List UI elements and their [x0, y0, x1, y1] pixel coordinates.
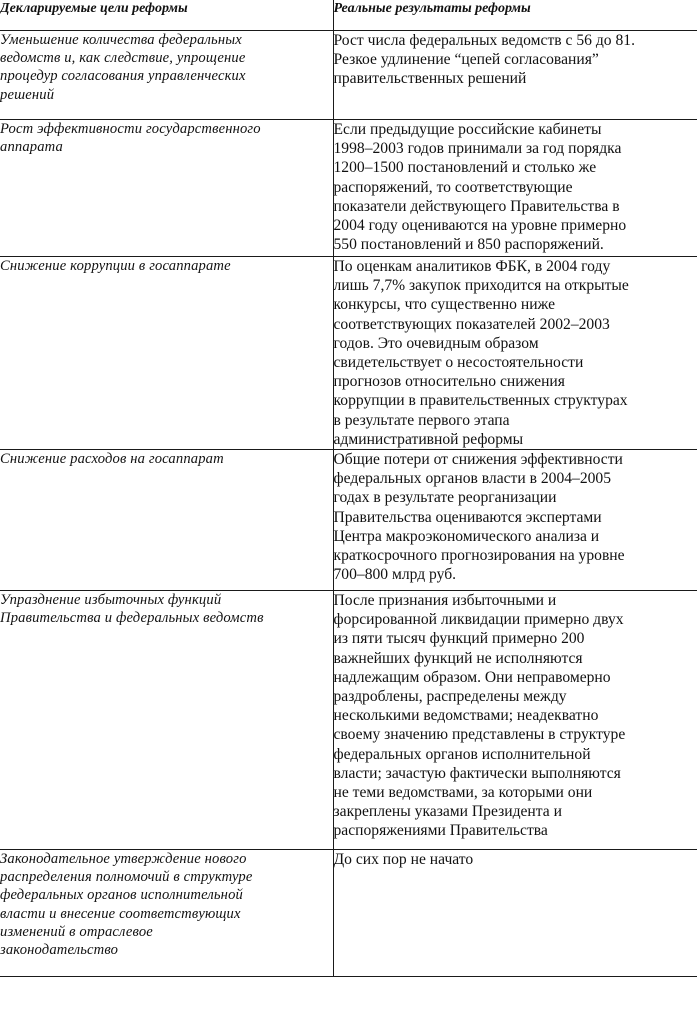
result-text-line: свидетельствует о несостоятельности	[333, 354, 584, 372]
goal-text-line: Рост эффективности государственного	[0, 121, 261, 137]
result-text-line: распоряжений, то соответствующие	[333, 178, 573, 196]
declared-goal-cell	[0, 591, 333, 850]
goal-text-line: федеральных органов исполнительной	[0, 887, 243, 904]
result-text-line: соответствующих показателей 2002–2003	[333, 315, 610, 333]
goal-text-line: Упразднение избыточных функций	[0, 592, 222, 609]
result-text-line: Центра макроэкономического анализа и	[333, 527, 600, 545]
result-text-line: 1200–1500 постановлений и столько же	[333, 159, 597, 177]
declared-goal-cell	[0, 450, 333, 591]
real-result-cell	[333, 257, 697, 450]
table-row	[0, 257, 697, 450]
goal-text-line: Правительства и федеральных ведомств	[0, 610, 264, 627]
goal-text-line: аппарата	[0, 139, 63, 156]
goal-text-line: изменений в отраслевое	[0, 923, 153, 940]
result-text-line: До сих пор не начато	[333, 851, 474, 869]
result-text-line: административной реформы	[333, 430, 524, 448]
result-text-line: 1998–2003 годов принимали за год порядка	[333, 140, 622, 158]
result-text-line: прогнозов относительно снижения	[333, 373, 565, 391]
table-row	[0, 450, 697, 591]
goal-text-line: Снижение коррупции в госаппарате	[0, 258, 231, 274]
result-text-line: правительственных решений	[333, 70, 527, 88]
result-text-line: конкурсы, что существенно ниже	[333, 296, 556, 314]
real-result-cell	[333, 120, 697, 257]
goal-text-line: решений	[0, 86, 55, 103]
result-text-line: федеральных органов власти в 2004–2005	[333, 470, 612, 488]
table-row	[0, 591, 697, 850]
result-text-line: годов. Это очевидным образом	[333, 334, 539, 352]
result-text-line: годах в результате реорганизации	[333, 489, 557, 507]
result-text-line: раздроблены, распределены между	[333, 688, 567, 706]
goal-text-line: ведомств и, как следствие, упрощение	[0, 50, 246, 67]
declared-goal-cell	[0, 31, 333, 120]
goal-text-line: Уменьшение количества федеральных	[0, 32, 242, 48]
result-text-line: После признания избыточными и	[333, 592, 557, 610]
result-text-line: закреплены указами Президента и	[333, 803, 562, 821]
declared-goal-cell	[0, 257, 333, 450]
real-result-cell	[333, 591, 697, 850]
result-text-line: краткосрочного прогнозирования на уровне	[333, 547, 625, 565]
result-text-line: Если предыдущие российские кабинеты	[333, 121, 602, 138]
result-text-line: Резкое удлинение “цепей согласования”	[333, 51, 599, 69]
header-real-results: Реальные результаты реформы	[333, 0, 697, 31]
result-text-line: Рост числа федеральных ведомств с 56 до 81.	[333, 32, 635, 49]
goal-text-line: Снижение расходов на госаппарат	[0, 451, 224, 468]
result-text-line: в результате первого этапа	[333, 411, 510, 429]
real-result-cell	[333, 450, 697, 591]
table-row	[0, 850, 697, 977]
real-result-cell	[333, 850, 697, 977]
result-text-line: По оценкам аналитиков ФБК, в 2004 году	[333, 258, 611, 275]
result-text-line: своему значению представлены в структуре	[333, 726, 626, 744]
declared-goal-cell	[0, 120, 333, 257]
result-text-line: 700–800 млрд руб.	[333, 566, 457, 584]
result-text-line: Правительства оцениваются экспертами	[333, 508, 602, 526]
result-text-line: показатели действующего Правительства в	[333, 197, 620, 215]
goal-text-line: процедур согласования управленческих	[0, 68, 246, 85]
result-text-line: лишь 7,7% закупок приходится на открытые	[333, 277, 629, 295]
result-text-line: 2004 году оцениваются на уровне примерно	[333, 217, 627, 235]
table-row	[0, 120, 697, 257]
result-text-line: 550 постановлений и 850 распоряжений.	[333, 236, 604, 254]
result-text-line: несколькими ведомствами; неадекватно	[333, 707, 599, 725]
result-text-line: Общие потери от снижения эффективности	[333, 451, 623, 469]
result-text-line: из пяти тысяч функций примерно 200	[333, 630, 585, 648]
table-header-row	[0, 0, 697, 31]
result-text-line: надлежащим образом. Они неправомерно	[333, 668, 611, 686]
real-result-cell	[333, 31, 697, 120]
result-text-line: форсированной ликвидации примерно двух	[333, 611, 624, 629]
result-text-line: федеральных органов исполнительной	[333, 745, 591, 763]
goal-text-line: Законодательное утверждение нового	[0, 851, 247, 868]
result-text-line: важнейших функций не исполняются	[333, 649, 583, 667]
result-text-line: распоряжениями Правительства	[333, 822, 548, 840]
result-text-line: власти; зачастую фактически выполняются	[333, 764, 621, 782]
goal-text-line: законодательство	[0, 942, 119, 959]
goal-text-line: распределения полномочий в структуре	[0, 869, 253, 886]
goal-text-line: власти и внесение соответствующих	[0, 905, 241, 922]
result-text-line: коррупции в правительственных структурах	[333, 392, 628, 410]
table-row	[0, 31, 697, 120]
declared-goal-cell	[0, 850, 333, 977]
result-text-line: не теми ведомствами, за которыми они	[333, 784, 593, 802]
header-declared-goals: Декларируемые цели реформы	[0, 0, 333, 31]
